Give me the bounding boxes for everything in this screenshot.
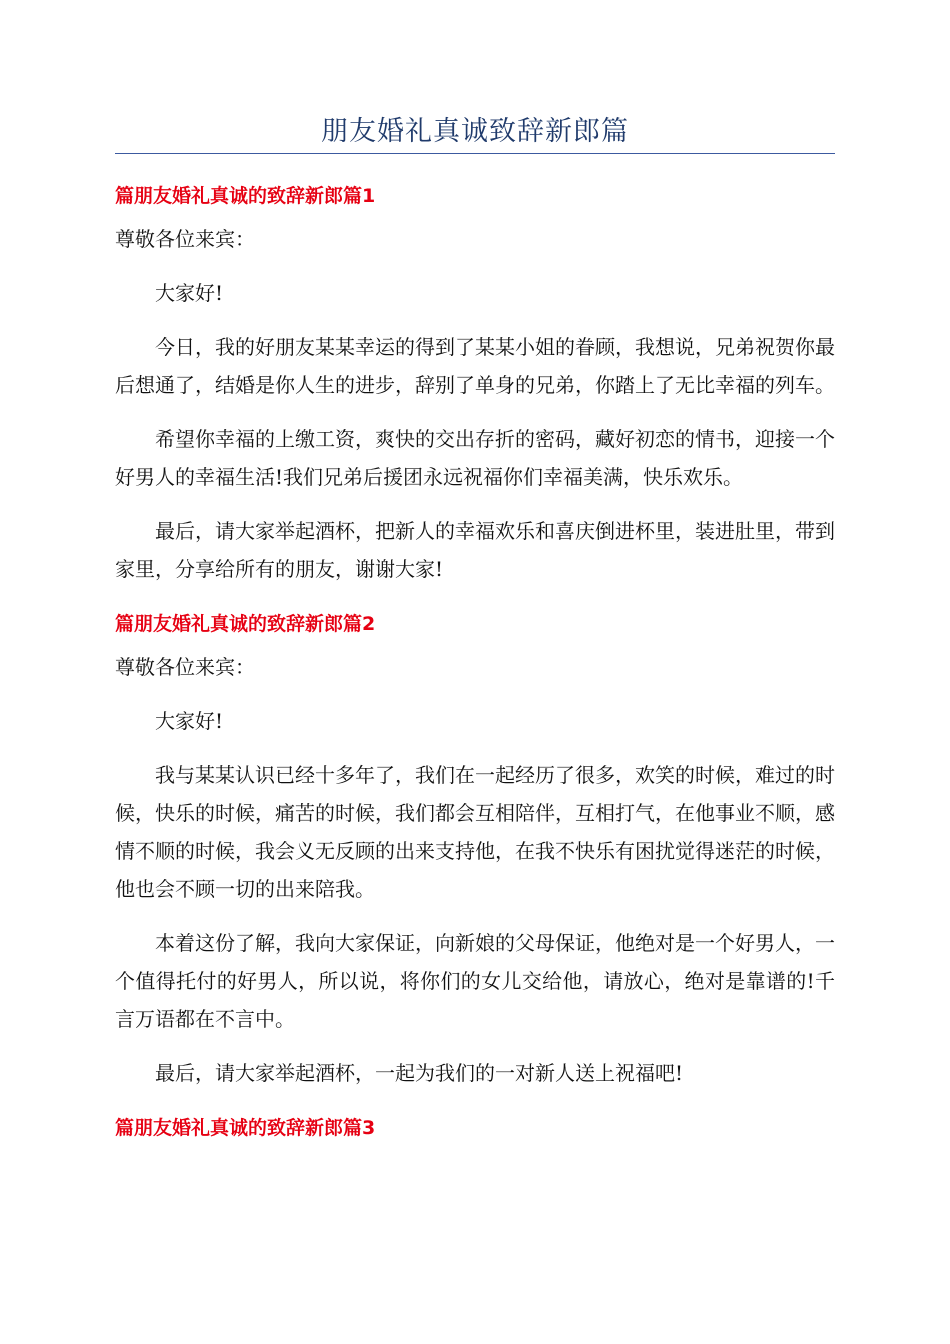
salutation: 尊敬各位来宾： — [115, 655, 255, 679]
paragraph: 今日，我的好朋友某某幸运的得到了某某小姐的眷顾，我想说，兄弟祝贺你最后想通了，结婚是你人生的进步，辞别了单身的兄弟，你踏上了无比幸福的列车。 — [115, 335, 835, 397]
section-heading: 篇朋友婚礼真诚的致辞新郎篇1 — [115, 185, 376, 207]
greeting: 大家好! — [155, 281, 224, 305]
document-title: 朋友婚礼真诚致辞新郎篇 — [321, 116, 629, 147]
greeting: 大家好! — [155, 709, 224, 733]
paragraph: 希望你幸福的上缴工资，爽快的交出存折的密码，藏好初恋的情书，迎接一个好男人的幸福生活!我们兄弟后援团永远祝福你们幸福美满，快乐欢乐。 — [115, 427, 835, 489]
paragraph: 我与某某认识已经十多年了，我们在一起经历了很多，欢笑的时候，难过的时候，快乐的时候，痛苦的时候，我们都会互相陪伴，互相打气，在他事业不顺，感情不顺的时候，我会义无反顾的出来支持他，在我不快乐有困扰觉得迷茫的时候，他也会不顾一切的出来陪我。 — [115, 763, 835, 901]
paragraph: 最后，请大家举起酒杯，把新人的幸福欢乐和喜庆倒进杯里，装进肚里，带到家里，分享给所有的朋友，谢谢大家! — [115, 519, 835, 581]
document-body — [115, 178, 835, 1152]
paragraph: 本着这份了解，我向大家保证，向新娘的父母保证，他绝对是一个好男人，一个值得托付的好男人，所以说，将你们的女儿交给他，请放心，绝对是靠谱的!千言万语都在不言中。 — [115, 931, 835, 1031]
title-underline — [115, 153, 835, 154]
section-heading: 篇朋友婚礼真诚的致辞新郎篇3 — [115, 1117, 376, 1139]
salutation: 尊敬各位来宾： — [115, 227, 255, 251]
paragraph: 最后，请大家举起酒杯，一起为我们的一对新人送上祝福吧! — [155, 1061, 684, 1085]
section-heading: 篇朋友婚礼真诚的致辞新郎篇2 — [115, 613, 376, 635]
